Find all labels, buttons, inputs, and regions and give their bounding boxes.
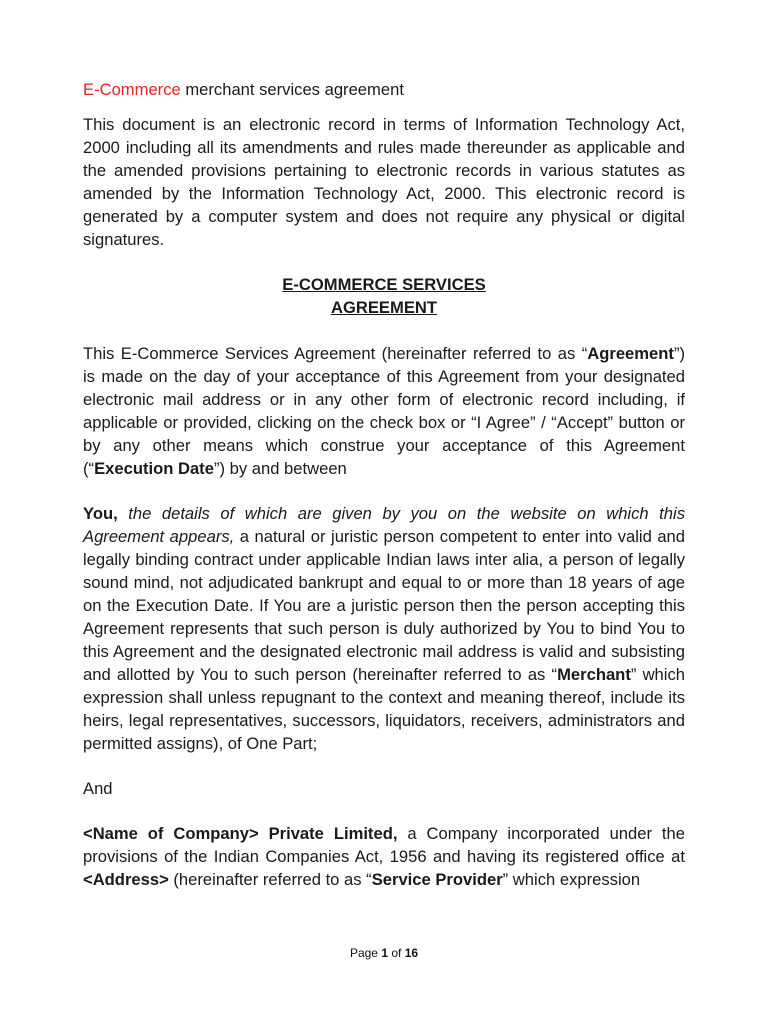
p2-bold-you: You,	[83, 504, 118, 523]
p3-text-3: ” which expression	[502, 870, 641, 889]
p3-bold-service-provider: Service Provider	[371, 870, 503, 889]
title-rest: merchant services agreement	[180, 80, 404, 99]
p2-text-2: ” which expression shall unless repugnant to the context and meaning thereof, include its heirs, legal representatives, successors, liquidators, receivers, administrators and permitted assigns), of One Part;	[83, 665, 685, 753]
p3-bold-company: <Name of Company> Private Limited,	[83, 824, 398, 843]
page-footer	[0, 946, 768, 960]
p2-italic-details: the details of which are given by you on the website on which this Agreement appears,	[83, 504, 685, 546]
p1-text-1: This E-Commerce Services Agreement (hereinafter referred to as “	[83, 344, 588, 363]
page-label: Page	[349, 946, 382, 960]
intro-paragraph: This document is an electronic record in terms of Information Technology Act, 2000 including all its amendments and rules made thereunder as applicable and the amended provisions pertaining to electronic records in various statutes as amended by the Information Technology Act, 2000. This electronic record is generated by a computer system and does not require any physical or digital signatures.	[83, 115, 685, 249]
document-title	[83, 78, 685, 101]
heading-line-1	[83, 273, 685, 296]
p1-text-2: ”) is made on the day of your acceptance of this Agreement from your designated electronic mail address or in any other form of electronic record including, if applicable or provided, clicking on the check box or “I Agree” / “Accept” button or by any other means which construe your acceptance of this Agreement (“	[83, 344, 685, 478]
heading-line-2	[83, 296, 685, 319]
p3-bold-address: <Address>	[83, 870, 169, 889]
heading-line-1-text: E-COMMERCE SERVICES	[282, 275, 486, 294]
page-of: of	[388, 946, 405, 960]
p2-text-1: a natural or juristic person competent to enter into valid and legally binding contract under applicable Indian laws inter alia, a person of legally sound mind, not adjudicated bankrupt and equal to or more than 18 years of age on the Execution Date. If You are a juristic person then the person accepting this Agreement represents that such person is duly authorized by You to bind You to this Agreement and the designated electronic mail address is valid and subsisting and allotted by You to such person (hereinafter referred to as “	[83, 527, 686, 684]
and-line: And	[83, 779, 113, 798]
service-provider-paragraph	[83, 822, 685, 891]
p1-bold-agreement: Agreement	[587, 344, 674, 363]
p3-text-1: a Company incorporated under the provisions of the Indian Companies Act, 1956 and having its registered office at	[83, 824, 685, 866]
p1-text-3: ”) by and between	[213, 459, 347, 478]
p1-bold-execution-date: Execution Date	[94, 459, 214, 478]
page-current: 1	[381, 946, 388, 960]
p2-bold-merchant: Merchant	[557, 665, 631, 684]
agreement-paragraph	[83, 342, 685, 480]
title-accent: E-Commerce	[83, 80, 181, 99]
page-total: 16	[404, 946, 419, 960]
merchant-paragraph	[83, 502, 685, 755]
p3-text-2: (hereinafter referred to as “	[168, 870, 372, 889]
document-body	[83, 78, 685, 891]
heading-line-2-text: AGREEMENT	[330, 298, 438, 317]
